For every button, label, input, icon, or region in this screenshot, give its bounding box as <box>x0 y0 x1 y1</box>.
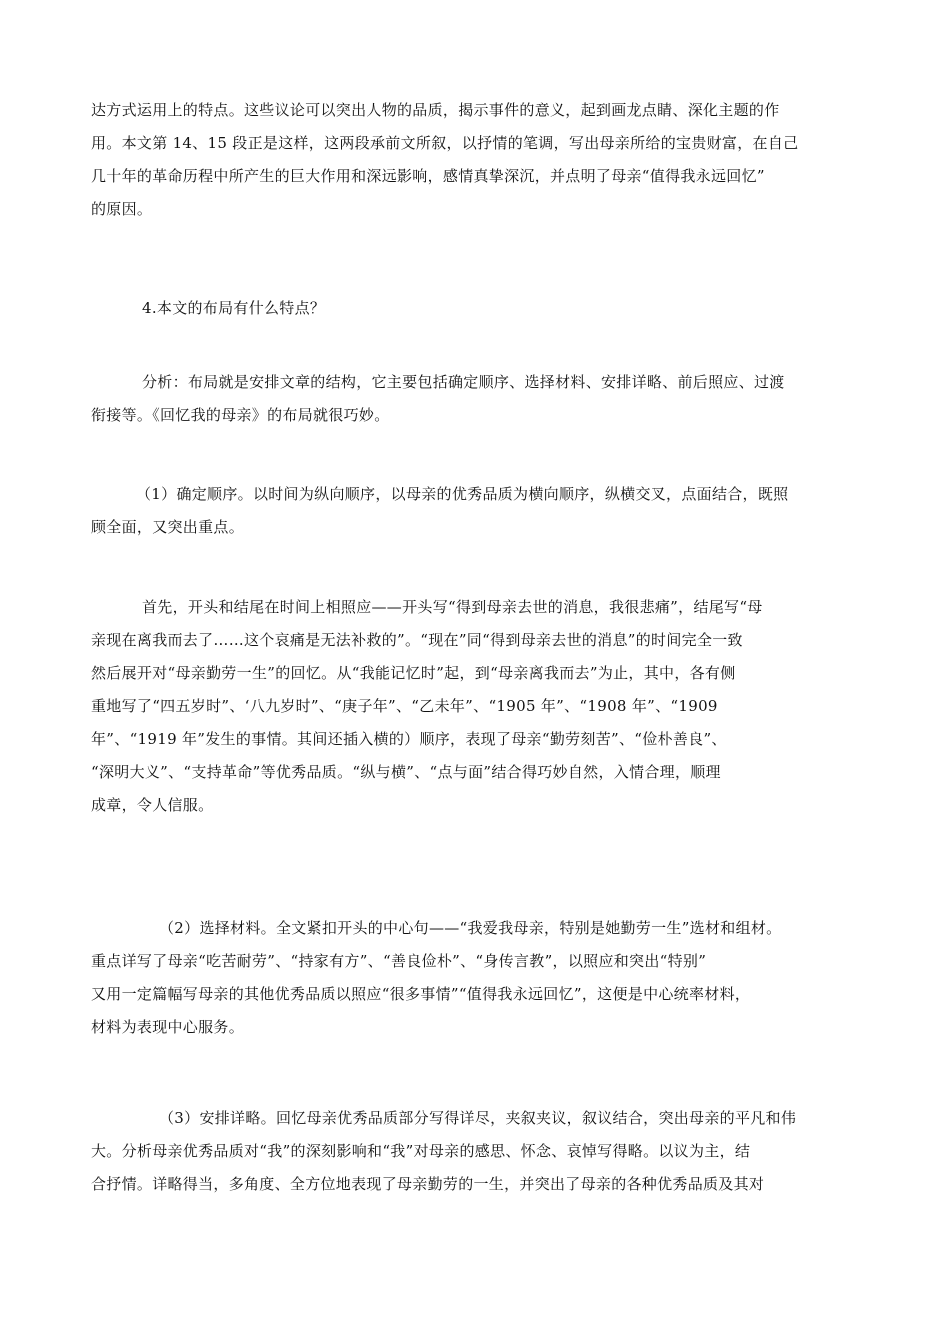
text-line: （3）安排详略。回忆母亲优秀品质部分写得详尽，夹叙夹议，叙议结合，突出母亲的平凡和伟 <box>159 1109 797 1127</box>
text-line: 成章，令人信服。 <box>91 796 214 814</box>
text-line: 几十年的革命历程中所产生的巨大作用和深远影响，感情真挚深沉，并点明了母亲“值得我永远回忆” <box>91 167 765 185</box>
text-line: 又用一定篇幅写母亲的其他优秀品质以照应“很多事情”“值得我永远回忆”，这便是中心统率材料， <box>91 985 751 1003</box>
text-line: 大。分析母亲优秀品质对“我”的深刻影响和“我”对母亲的感思、怀念、哀悼写得略。以议为主，结 <box>91 1142 751 1160</box>
text-line: 重点详写了母亲“吃苦耐劳”、“持家有方”、“善良俭朴”、“身传言教”，以照应和突出“特别” <box>91 952 707 970</box>
text-line: 分析：布局就是安排文章的结构，它主要包括确定顺序、选择材料、安排详略、前后照应、过渡 <box>142 373 785 391</box>
text-line: （1）确定顺序。以时间为纵向顺序，以母亲的优秀品质为横向顺序，纵横交叉，点面结合，既照 <box>136 485 789 503</box>
text-line: 顾全面，又突出重点。 <box>91 518 245 536</box>
text-line: 合抒情。详略得当，多角度、全方位地表现了母亲勤劳的一生，并突出了母亲的各种优秀品质及其对 <box>91 1175 765 1193</box>
text-line: 用。本文第 14、15 段正是这样，这两段承前文所叙，以抒情的笔调，写出母亲所给的宝贵财富，在自己 <box>91 134 799 152</box>
paragraph-detail <box>91 1102 859 1201</box>
text-line: 重地写了“四五岁时”、‘八九岁时”、“庚子年”、“乙未年”、“1905 年”、“1908 年”、“1909 <box>91 697 718 715</box>
paragraph-analysis <box>91 366 859 432</box>
paragraph-1 <box>91 94 859 226</box>
text-line: 达方式运用上的特点。这些议论可以突出人物的品质，揭示事件的意义，起到画龙点睛、深化主题的作 <box>91 101 780 119</box>
text-line: 年”、“1919 年”发生的事情。其间还插入横的）顺序，表现了母亲“勤劳刻苦”、“俭朴善良”、 <box>91 730 727 748</box>
question-4 <box>91 292 859 325</box>
paragraph-materials <box>91 912 859 1044</box>
text-line: “深明大义”、“支持革命”等优秀品质。“纵与横”、“点与面”结合得巧妙自然，入情合理，顺理 <box>91 763 721 781</box>
paragraph-order <box>91 478 859 544</box>
text-line: 衔接等。《回忆我的母亲》的布局就很巧妙。 <box>91 406 390 424</box>
text-line: （2）选择材料。全文紧扣开头的中心句——“我爱我母亲，特别是她勤劳一生”选材和组材。 <box>159 919 782 937</box>
paragraph-first <box>91 591 859 822</box>
text-line: 然后展开对“母亲勤劳一生”的回忆。从“我能记忆时”起，到“母亲离我而去”为止，其中，各有侧 <box>91 664 736 682</box>
text-line: 亲现在离我而去了……这个哀痛是无法补救的”。“现在”同“得到母亲去世的消息”的时间完全一致 <box>91 631 743 649</box>
question-heading: 4.本文的布局有什么特点？ <box>142 299 326 317</box>
text-line: 首先，开头和结尾在时间上相照应——开头写“得到母亲去世的消息，我很悲痛”，结尾写“母 <box>142 598 763 616</box>
text-line: 的原因。 <box>91 200 153 218</box>
text-line: 材料为表现中心服务。 <box>91 1018 245 1036</box>
